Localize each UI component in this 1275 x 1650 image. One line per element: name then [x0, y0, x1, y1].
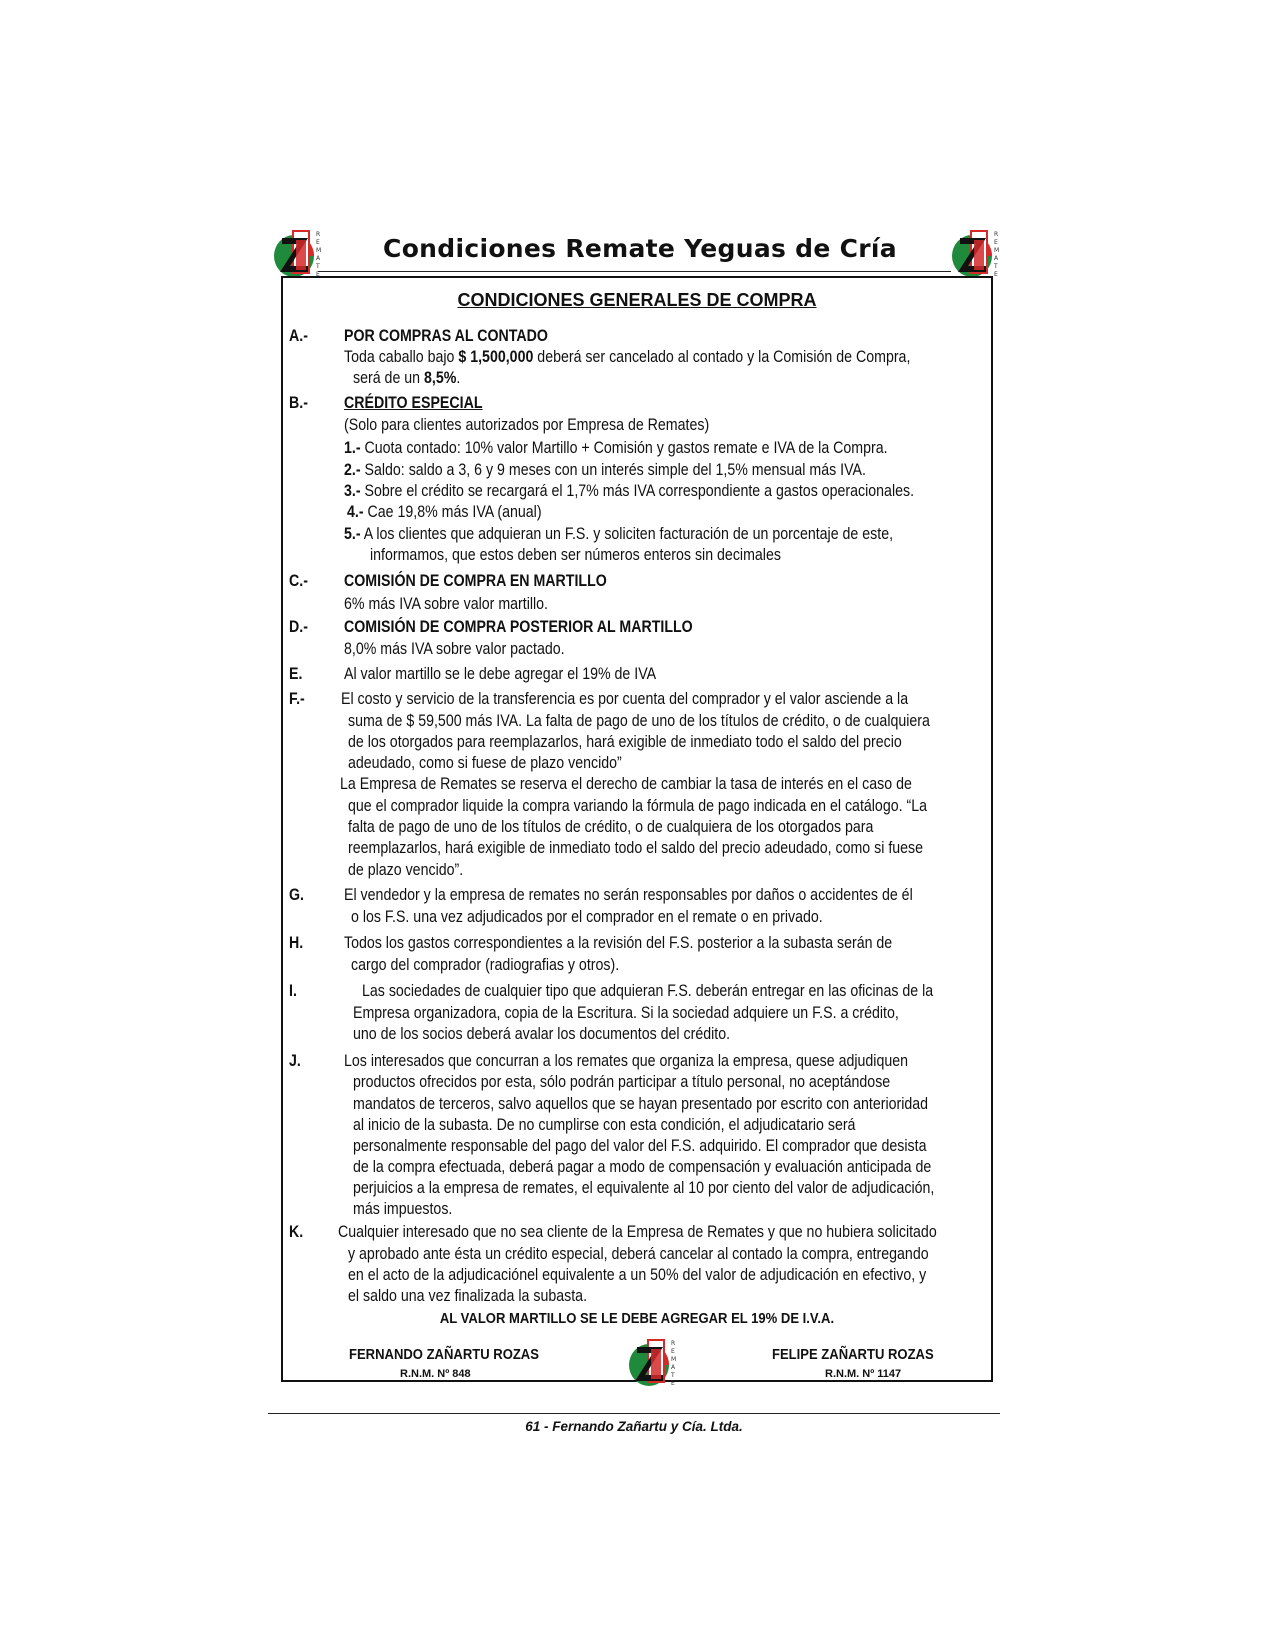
item-j-line-7: perjuicios a la empresa de remates, el equivalente al 10 por ciento del valor de adjudicación, — [353, 1179, 935, 1197]
item-a-label: A.- — [289, 327, 308, 345]
item-d-line-1: 8,0% más IVA sobre valor pactado. — [344, 640, 565, 658]
item-b-point-5: 5.- A los clientes que adquieran un F.S. y soliciten facturación de un porcentaje de este, — [344, 525, 894, 543]
item-h-line-2: cargo del comprador (radiografias y otros). — [351, 956, 620, 974]
item-f-line-7: falta de pago de uno de los títulos de crédito, o de cualquiera de los otorgados para — [348, 818, 874, 836]
item-j-line-8: más impuestos. — [353, 1200, 453, 1218]
signature-right-rnm: R.N.M. Nº 1147 — [825, 1368, 902, 1380]
item-c-line-1: 6% más IVA sobre valor martillo. — [344, 595, 548, 613]
item-k-line-1: Cualquier interesado que no sea cliente de la Empresa de Remates y que no hubiera solicitado — [338, 1223, 937, 1241]
svg-text:R: R — [994, 231, 999, 238]
item-i-line-1: Las sociedades de cualquier tipo que adquieran F.S. deberán entregar en las oficinas de la — [362, 982, 934, 1000]
svg-text:E: E — [994, 271, 998, 278]
footer-text: 61 - Fernando Zañartu y Cía. Ltda. — [525, 1419, 743, 1434]
item-f-label: F.- — [289, 690, 305, 708]
item-c-label: C.- — [289, 572, 308, 590]
item-g-line-2: o los F.S. una vez adjudicados por el comprador en el remate o en privado. — [351, 908, 823, 926]
signature-left-name: FERNANDO ZAÑARTU ROZAS — [349, 1347, 539, 1363]
item-j-line-5: personalmente responsable del pago del valor del F.S. adquirido. El comprador que desista — [353, 1137, 927, 1155]
item-g-line-1: El vendedor y la empresa de remates no serán responsables por daños o accidentes de él — [344, 886, 913, 904]
item-b-point-1: 1.- Cuota contado: 10% valor Martillo + Comisión y gastos remate e IVA de la Compra. — [344, 439, 888, 457]
item-j-line-6: de la compra efectuada, deberá pagar a modo de compensación y evaluación anticipada de — [353, 1158, 932, 1176]
item-a-heading: POR COMPRAS AL CONTADO — [344, 327, 548, 345]
footer-rule — [268, 1413, 1000, 1414]
remates-logo-right — [950, 226, 1008, 280]
item-b-point-2: 2.- Saldo: saldo a 3, 6 y 9 meses con un interés simple del 1,5% mensual más IVA. — [344, 461, 866, 479]
item-b-line-1: (Solo para clientes autorizados por Empresa de Remates) — [344, 416, 710, 434]
item-a-line-2: será de un 8,5%. — [353, 369, 461, 387]
section-title: CONDICIONES GENERALES DE COMPRA — [457, 290, 817, 310]
svg-text:R: R — [671, 1340, 676, 1347]
signature-left-rnm: R.N.M. Nº 848 — [400, 1368, 471, 1380]
item-f-line-1: El costo y servicio de la transferencia es por cuenta del comprador y el valor asciende a la — [341, 690, 909, 708]
closing-note: AL VALOR MARTILLO SE LE DEBE AGREGAR EL 19% DE I.V.A. — [439, 1311, 835, 1327]
item-f-line-8: reemplazarlos, hará exigible de inmediato todo el saldo del precio adeudado, como si fuese — [348, 839, 924, 857]
item-j-line-4: al inicio de la subasta. De no cumplirse con esta condición, el adjudicatario será — [353, 1116, 856, 1134]
item-j-label: J. — [289, 1052, 301, 1070]
svg-text:E: E — [994, 239, 998, 246]
item-k-label: K. — [289, 1223, 304, 1241]
svg-text:T: T — [671, 1372, 675, 1379]
svg-text:E: E — [671, 1348, 675, 1355]
svg-text:T: T — [994, 263, 998, 270]
item-h-line-1: Todos los gastos correspondientes a la revisión del F.S. posterior a la subasta serán de — [344, 934, 893, 952]
item-b-point-3: 3.- Sobre el crédito se recargará el 1,7% más IVA correspondiente a gastos operacionales. — [344, 482, 915, 500]
signature-right-name: FELIPE ZAÑARTU ROZAS — [772, 1347, 934, 1363]
svg-text:A: A — [316, 255, 321, 262]
item-f-line-6: que el comprador liquide la compra variando la fórmula de pago indicada en el catálogo. “La — [348, 797, 928, 815]
item-f-line-2: suma de $ 59,500 más IVA. La falta de pago de uno de los títulos de crédito, o de cualquiera — [348, 712, 930, 730]
item-f-line-4: adeudado, como si fuese de plazo vencido” — [348, 754, 622, 772]
document-title: Condiciones Remate Yeguas de Cría — [383, 234, 897, 263]
item-i-line-2: Empresa organizadora, copia de la Escritura. Si la sociedad adquiere un F.S. a crédito, — [353, 1004, 899, 1022]
svg-text:R: R — [316, 231, 321, 238]
title-underline — [318, 271, 951, 272]
remates-logo-center — [627, 1335, 685, 1389]
svg-text:E: E — [316, 271, 320, 278]
item-j-line-2: productos ofrecidos por esta, sólo podrán participar a título personal, no aceptándose — [353, 1073, 891, 1091]
item-f-line-5: La Empresa de Remates se reserva el derecho de cambiar la tasa de interés en el caso de — [340, 775, 912, 793]
svg-text:A: A — [994, 255, 999, 262]
item-b-point-5-cont: informamos, que estos deben ser números enteros sin decimales — [370, 546, 781, 564]
svg-text:M: M — [316, 247, 322, 254]
item-f-line-9: de plazo vencido”. — [348, 861, 464, 879]
item-d-label: D.- — [289, 618, 308, 636]
item-d-heading: COMISIÓN DE COMPRA POSTERIOR AL MARTILLO — [344, 618, 693, 636]
item-b-heading: CRÉDITO ESPECIAL — [344, 394, 483, 412]
svg-text:A: A — [671, 1364, 676, 1371]
item-k-line-2: y aprobado ante ésta un crédito especial, deberá cancelar al contado la compra, entregando — [348, 1245, 929, 1263]
item-b-label: B.- — [289, 394, 308, 412]
item-a-line-1: Toda caballo bajo $ 1,500,000 deberá ser cancelado al contado y la Comisión de Compra, — [344, 348, 911, 366]
item-e-label: E. — [289, 665, 303, 683]
item-i-label: I. — [289, 982, 297, 1000]
svg-text:M: M — [994, 247, 1000, 254]
item-f-line-3: de los otorgados para reemplazarlos, hará exigible de inmediato todo el saldo del precio — [348, 733, 902, 751]
svg-text:E: E — [671, 1380, 675, 1387]
item-k-line-4: el saldo una vez finalizada la subasta. — [348, 1287, 588, 1305]
svg-text:T: T — [316, 263, 320, 270]
item-i-line-3: uno de los socios deberá avalar los documentos del crédito. — [353, 1025, 731, 1043]
item-k-line-3: en el acto de la adjudicaciónel equivalente a un 50% del valor de adjudicación en efectivo, y — [348, 1266, 927, 1284]
item-j-line-1: Los interesados que concurran a los remates que organiza la empresa, quese adjudiquen — [344, 1052, 909, 1070]
item-c-heading: COMISIÓN DE COMPRA EN MARTILLO — [344, 572, 607, 590]
item-h-label: H. — [289, 934, 304, 952]
svg-text:M: M — [671, 1356, 677, 1363]
item-g-label: G. — [289, 886, 304, 904]
item-e-line-1: Al valor martillo se le debe agregar el 19% de IVA — [344, 665, 657, 683]
item-b-point-4: 4.- Cae 19,8% más IVA (anual) — [347, 503, 542, 521]
svg-text:E: E — [316, 239, 320, 246]
item-j-line-3: mandatos de terceros, salvo aquellos que se hayan presentado por escrito con anterioridad — [353, 1095, 929, 1113]
